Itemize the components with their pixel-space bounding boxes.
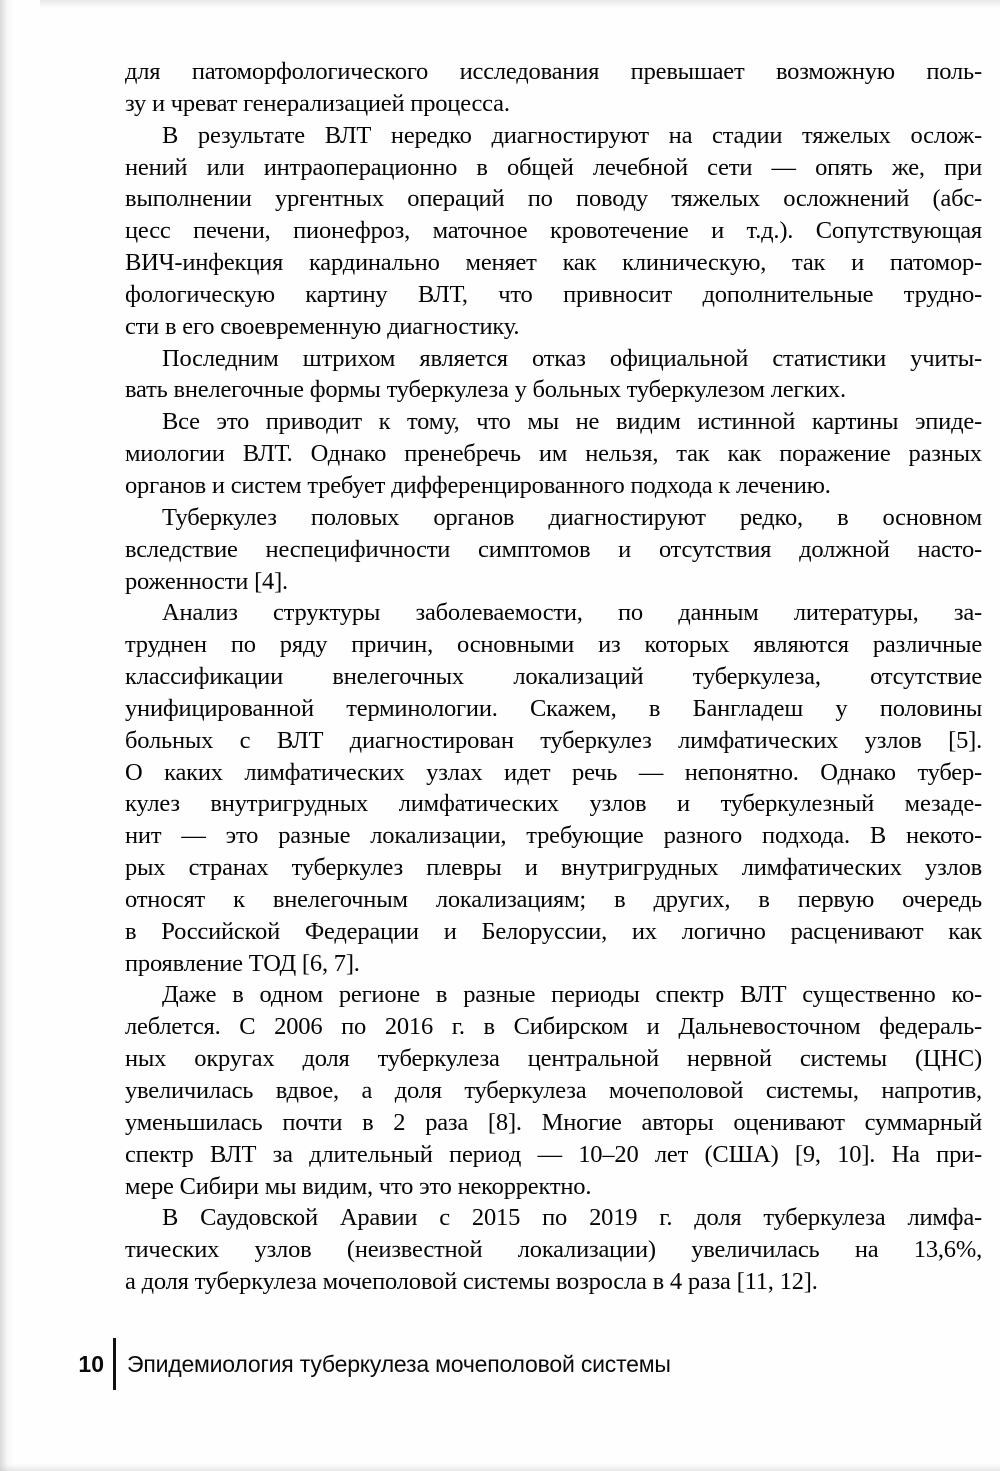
text-line: нит — это разные локализации, требующие разного подхода. В некото- <box>125 822 982 850</box>
footer-divider <box>113 1338 116 1390</box>
text-line: Анализ структуры заболеваемости, по данным литературы, за- <box>162 599 982 627</box>
text-line: О каких лимфатических узлах идет речь — непонятно. Однако тубер- <box>125 758 982 786</box>
text-line: Последним штрихом является отказ официальной статистики учиты- <box>162 344 982 372</box>
text-line: тических узлов (неизвестной локализации) увеличилась на 13,6%, <box>125 1236 982 1264</box>
paragraph <box>125 406 982 502</box>
paragraph <box>125 1202 982 1298</box>
text-line: В Саудовской Аравии с 2015 по 2019 г. доля туберкулеза лимфа- <box>162 1204 982 1232</box>
text-line: в Российской Федерации и Белоруссии, их логично расценивают как <box>125 917 982 945</box>
text-line: относят к внелегочным локализациям; в других, в первую очередь <box>125 885 982 913</box>
text-line: увеличилась вдвое, а доля туберкулеза мочеполовой системы, напротив, <box>125 1077 982 1104</box>
text-line: унифицированной терминологии. Скажем, в Бангладеш у половины <box>125 694 982 722</box>
text-line: уменьшилась почти в 2 раза [8]. Многие авторы оценивают суммарный <box>125 1108 982 1136</box>
text-line: спектр ВЛТ за длительный период — 10–20 лет (США) [9, 10]. На при- <box>125 1140 982 1168</box>
text-line: труднен по ряду причин, основными из которых являются различные <box>125 631 982 659</box>
page-text <box>125 56 982 1298</box>
paragraph <box>125 502 982 598</box>
paragraph <box>125 343 982 407</box>
text-line: выполнении ургентных операций по поводу тяжелых осложнений (абс- <box>125 185 982 213</box>
paragraph <box>125 597 982 979</box>
scan-edge-bottom <box>0 1464 1000 1471</box>
paragraph <box>125 56 982 120</box>
text-line: зу и чреват генерализацией процесса. <box>125 89 510 117</box>
text-line: роженности [4]. <box>125 567 288 595</box>
text-line: нений или интраоперационно в общей лечебной сети — опять же, при <box>125 153 982 181</box>
text-line: рых странах туберкулез плевры и внутригрудных лимфатических узлов <box>125 854 982 882</box>
text-line: Туберкулез половых органов диагностируют редко, в основном <box>162 503 982 531</box>
text-line: ВИЧ-инфекция кардинально меняет как клиническую, так и патомор- <box>125 249 982 277</box>
text-line: вследствие неспецифичности симптомов и отсутствия должной насто- <box>125 535 982 563</box>
text-line: леблется. С 2006 по 2016 г. в Сибирском и Дальневосточном федераль- <box>125 1013 982 1041</box>
text-line: сти в его своевременную диагностику. <box>125 312 520 340</box>
running-title: Эпидемиология туберкулеза мочеполовой системы <box>127 1350 671 1377</box>
text-line: В результате ВЛТ нередко диагностируют на стадии тяжелых ослож- <box>162 121 982 149</box>
scan-edge-left <box>0 0 14 1471</box>
text-line: для патоморфологического исследования превышает возможную поль- <box>125 58 982 85</box>
paragraph <box>125 979 982 1202</box>
page-footer <box>78 1337 671 1391</box>
text-line: Все это приводит к тому, что мы не видим истинной картины эпиде- <box>162 408 982 436</box>
text-line: больных с ВЛТ диагностирован туберкулез лимфатических узлов [5]. <box>125 726 982 754</box>
text-line: мере Сибири мы видим, что это некорректно. <box>125 1172 592 1200</box>
text-line: ных округах доля туберкулеза центральной нервной системы (ЦНС) <box>125 1045 982 1073</box>
text-line: а доля туберкулеза мочеполовой системы возросла в 4 раза [11, 12]. <box>125 1268 818 1296</box>
text-line: вать внелегочные формы туберкулеза у больных туберкулезом легких. <box>125 376 846 404</box>
text-line: цесс печени, пионефроз, маточное кровотечение и т.д.). Сопутствующая <box>125 217 982 245</box>
page-number: 10 <box>78 1350 104 1377</box>
text-line: проявление ТОД [6, 7]. <box>125 949 360 977</box>
text-line: миологии ВЛТ. Однако пренебречь им нельзя, так как поражение разных <box>125 440 982 468</box>
scan-edge-top <box>40 0 1000 8</box>
text-line: фологическую картину ВЛТ, что привносит дополнительные трудно- <box>125 280 982 308</box>
text-line: Даже в одном регионе в разные периоды спектр ВЛТ существенно ко- <box>162 981 982 1009</box>
paragraph <box>125 120 982 343</box>
text-line: органов и систем требует дифференцированного подхода к лечению. <box>125 471 831 499</box>
text-line: классификации внелегочных локализаций туберкулеза, отсутствие <box>125 663 982 691</box>
text-line: кулез внутригрудных лимфатических узлов и туберкулезный мезаде- <box>125 790 982 818</box>
